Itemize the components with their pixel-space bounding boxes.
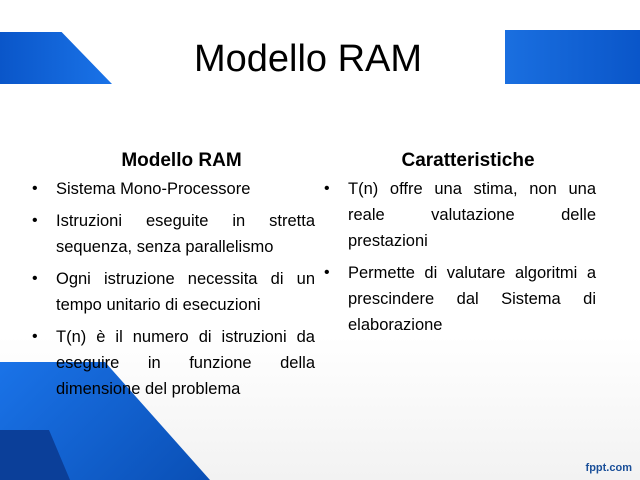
- left-column-heading: Modello RAM: [121, 150, 242, 171]
- list-item: • T(n) è il numero di istruzioni da eseguire in funzione della dimensione del problema: [30, 324, 315, 402]
- list-item: • T(n) offre una stima, non una reale valutazione delle prestazioni: [322, 176, 596, 254]
- left-bullet-list: [30, 176, 315, 402]
- left-column: [30, 148, 315, 408]
- right-bullet-list: [322, 176, 596, 338]
- right-column-heading: Caratteristiche: [401, 150, 535, 171]
- list-item: • Permette di valutare algoritmi a prescindere dal Sistema di elaborazione: [322, 260, 596, 338]
- slide-title: Modello RAM: [193, 38, 423, 80]
- list-item: • Istruzioni eseguite in stretta sequenza, senza parallelismo: [30, 208, 315, 260]
- list-item: • Sistema Mono-Processore: [30, 176, 315, 202]
- right-column: [322, 148, 596, 344]
- list-item: • Ogni istruzione necessita di un tempo unitario di esecuzioni: [30, 266, 315, 318]
- footer-brand: fppt.com: [585, 462, 632, 474]
